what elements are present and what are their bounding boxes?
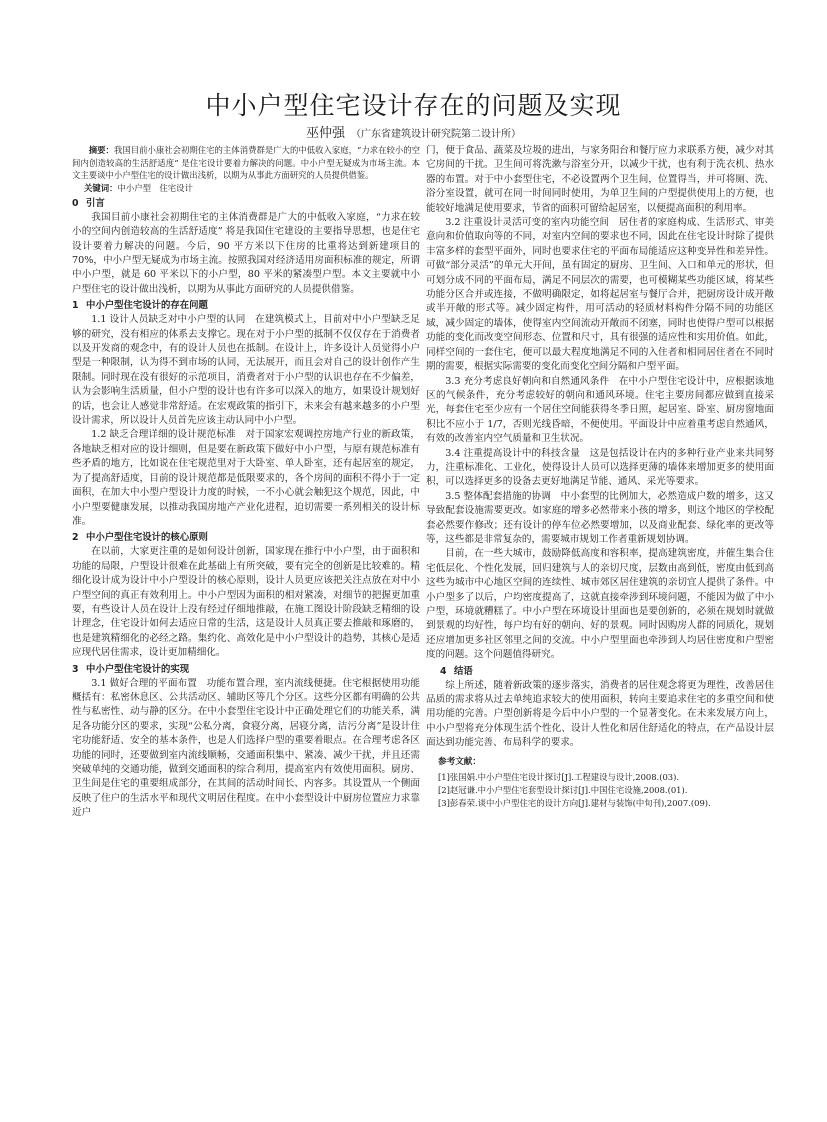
section-number: 0 [72, 197, 79, 209]
paragraph-3-5b: 目前，在一些大城市，鼓励降低高度和容积率，提高建筑密度，并催生集合住宅低层化、个性化发展，回归建筑与人的亲切尺度，层数由高到低，密度由低到高这些为城市中心地区空间的连续性、城市郊区居住建筑的亲切宜人提供了条件。中小户型多了以后，户均密度提高了，这就直接牵涉到环境问题，不能因为做了中小户型，环境就糟糕了。中小户型在环境设计里面也是要创新的，必须在规划时就做到景观的均好性，每户均有好的朝向、好的景观。同时因购房人群的同质化，规划还应增加更多社区邻里之间的交流。中小户型里面也牵涉到人均居住密度和户型密度的问题。这个问题值得研究。 [426, 548, 774, 661]
section-heading-0 [72, 197, 420, 211]
section-title: 中小户型住宅设计的实现 [86, 663, 190, 675]
section-number: 4 [440, 665, 447, 677]
section-heading-1 [72, 299, 420, 313]
section-title: 引言 [86, 197, 105, 209]
keywords-label: 关键词： [84, 182, 118, 193]
section-number: 3 [72, 663, 79, 675]
keywords [84, 182, 420, 195]
paragraph-3-1: 3.1 做好合理的平面布置 功能布置合理，室内流线便捷。住宅根据使用功能概括有：私密休息区、公共活动区、辅助区等几个分区。这些分区都有明确的公共性与私密性、动与静的区分。在中小套型住宅设计中正确处理它们的功能关系，满足各功能分区的要求，实现“公私分离，食寝分离，居寝分离，洁污分离”是设计住宅功能舒适、安全的基本条件，也是人们选择户型的重要着眼点。在合理考虑各区功能的同时，还要做到室内流线顺畅，交通面积集中、紧凑、减少干扰，并且还需突破单纯的交通功能，做到交通面积的综合利用，提高室内有效使用面积。厨房、卫生间是住宅的重要组成部分，在其间的活动时间长、内容多。其设置从一个侧面反映了住户的生活水平和现代文明居住程度。在中小套型设计中厨房位置应力求靠近户 [72, 677, 420, 819]
paragraph-3-3: 3.3 充分考虑良好朝向和自然通风条件 在中小户型住宅设计中，应根据该地区的气候条件，充分考虑较好的朝向和通风环境。住宅主要房间都应做到直接采光，每套住宅至少应有一个居住空间能获得冬季日照，起居室、卧室、厨房窗地面积比不应小于 1/7，否则光线昏暗，不便使用。平面设计中应着重考虑自然通风，有效的改善室内空气质量和卫生状况。 [426, 375, 774, 445]
author-name: 巫仲强 [305, 126, 345, 141]
paragraph-3-5: 3.5 整体配套措施的协调 中小套型的比例加大，必然造成户数的增多，这又导致配套设施需要更改。如家庭的增多必然带来小孩的增多，则这个地区的学校配套必然要作修改；还有设计的停车位必然要增加，以及商业配套、绿化率的更改等等，这些都是非常复杂的，需要城市规划工作者重新规划协调。 [426, 490, 774, 545]
paragraph-1-1: 1.1 设计人员缺乏对中小户型的认同 在建筑模式上，目前对中小户型缺乏足够的研究，没有相应的体系去支撑它。现在对于小户型的抵制不仅仅存在于消费者以及开发商的观念中，有的设计人员也在抵制。在设计上，许多设计人员觉得小户型是一种限制，认为得不到市场的认同，无法展开，而且会对自己的设计创作产生限制。同时现在没有很好的示范项目，消费者对于小户型的认识也存在不少偏差，认为会影响生活质量，但小户型的设计也有许多可以深入的地方，如果设计规划好的话，也会让人感觉非常舒适。在宏观政策的指引下，未来会有越来越多的小户型设计需求，所以设计人员首先应该主动认同中小户型。 [72, 314, 420, 427]
paragraph-3-4: 3.4 注重提高设计中的科技含量 这是包括设计在内的多种行业产业来共同努力，注重标准化、工业化，使得设计人员可以选择更薄的墙体来增加更多的使用面积，可以选择更多的设备去更好地满足节能、通风、采光等要求。 [426, 447, 774, 488]
abstract-text: 我国目前小康社会初期住宅的主体消费群是广大的中低收入家庭，“力求在较小的空间内创造较高的生活舒适度” 是住宅设计要着力解决的问题。中小户型无疑成为市场主流。本文主要谈中小户型住宅的设计做出浅析，以期为从事此方面研究的人员提供借鉴。 [72, 145, 421, 181]
section-title: 结语 [454, 665, 473, 677]
section-heading-2 [72, 531, 420, 545]
section-heading-4 [440, 665, 774, 679]
abstract-label: 摘要： [88, 145, 114, 155]
paper-title: 中小户型住宅设计存在的问题及实现 [205, 91, 622, 120]
author-affiliation: （广东省建筑设计研究院第二设计所） [351, 129, 521, 140]
paragraph-3-2: 3.2 注重设计灵活可变的室内功能空间 居住者的家庭构成、生活形式、审美意向和价值取向等的不同，对室内空间的要求也不同，因此在住宅设计时除了提供丰富多样的套型平面外，同时也要求住宅的平面布局能适应这种变异性和差异性。可做“部分灵活”的单元大开间，虽有固定的厨房、卫生间、入口和单元的形状，但可划分成不同的平面布局，满足不同层次的需要，也可模糊某些功能区域，将某些功能分区合并或连接，不做明确限定，如将起居室与餐厅合并，把厨房设计成开敞或半开敞的形式等。减少固定构件，用可活动的轻质材料构件分隔不同的功能区域，减少固定的墙体，使得室内空间流动开敞而不闭塞，同时也使得户型可以根据功能的变化而改变空间形态、位置和尺寸，具有很强的适应性和实用价值。如此，同样空间的一套住宅，便可以最大程度地满足不同的入住者和相同居住者在不同时期的需要，根据实际需要的变化而变化空间分隔和户型平面。 [426, 217, 774, 373]
paragraph-1-2: 1.2 缺乏合理详细的设计规范标准 对于国家宏观调控房地产行业的新政策，各地缺乏相对应的设计细则，但是要在新政策下做好中小户型，与原有规范标准有些矛盾的地方，比如说在住宅规范里对于大卧室、单人卧室，还有起居室的规定，为了提高舒适度，目前的设计规范都是低限要求的，各个房间的面积不得小于一定面积，在加大中小型户型设计力度的时候，一不小心就会触犯这个规范，因此，中小户型要健康发展，以推动我国房地产产业化进程，迫切需要一系列相关的设计标准。 [72, 429, 420, 527]
reference-item: [1]张国娟.中小户型住宅设计探讨[J].工程建设与设计,2008.(03). [438, 772, 680, 783]
section-number: 1 [72, 300, 79, 312]
paragraph-3-1-continued: 门，便于食品、蔬菜及垃圾的进出，与家务阳台和餐厅应力求联系方便，减少对其它房间的干扰。卫生间可将洗漱与浴室分开，以减少干扰，也有利于洗衣机、热水器的布置。对于中小套型住宅，不必设置两个卫生间，位置得当，并可将厕、洗、浴分室设置，就可在同一时间同时使用，为单卫生间的户型提供使用上的方便，也能较好地满足使用要求，节省的面积可留给起居室，以便提高面积的利用率。 [426, 145, 774, 214]
abstract [72, 144, 420, 182]
right-column [426, 144, 774, 810]
left-column [72, 144, 420, 821]
paragraph-conclusion: 综上所述，随着新政策的逐步落实，消费者的居住观念将更为理性，改善居住品质的需求将从过去单纯追求较大的使用面积，转向主要追求住宅的多重空间和使用功能的完善。户型创新将是今后中小户型的一个显著变化。在未来发展方向上，中小户型将充分体现生活个性化、设计人性化和居住舒适化的特点，在产品设计层面达到功能完善、布局科学的要求。 [426, 679, 774, 749]
paragraph-intro: 我国目前小康社会初期住宅的主体消费群是广大的中低收入家庭，“力求在较小的空间内创造较高的生活舒适度” 将是我国住宅建设的主要指导思想，也是住宅设计要着力解决的问题。今后，90 平方米以下住房的比重将达到新建项目的 70%，中小户型无疑成为市场主流。按照我国对经济适用房面积标准的规定，所谓中小户型，就是 60 平米以下的小户型，80 平米的紧凑型户型。本文主要就中小户型住宅的设计做出浅析，以期为从事此方面研究的人员提供借鉴。 [72, 211, 420, 295]
reference-item: [3]彭春荣.谈中小户型住宅的设计方向[J].建材与装饰(中旬刊),2007.(09). [438, 798, 711, 809]
keywords-text: 中小户型 住宅设计 [117, 182, 193, 193]
author-line [0, 122, 827, 141]
section-heading-3 [72, 663, 420, 677]
references-title: 参考文献： [438, 756, 481, 767]
section-title: 中小户型住宅设计的存在问题 [86, 300, 208, 312]
section-number: 2 [72, 532, 79, 544]
section-title: 中小户型住宅设计的核心原则 [86, 532, 208, 544]
reference-item: [2]赵冠谦.中小户型住宅套型设计探讨[J].中国住宅设施,2008.(01). [438, 785, 688, 796]
paragraph-2: 在以前，大家更注重的是如何设计创新，国家现在推行中小户型，由于面积和功能的局限，户型设计很难在此基础上有所突破，要有完全的创新是比较难的。精细化设计成为设计中小户型设计的核心原则，设计人员更应该把关注点放在对中小户型空间的真正有效利用上。中小户型因为面积的相对紧凑，对细节的把握更加重要，有些设计人员在设计上没有经过仔细地推敲，在施工图设计阶段缺乏精细的设计理念，住宅设计如何去适应日常的生活，这是设计人员真正要去推敲和琢磨的，也是建筑精细化的必经之路。集约化、高效化是中小户型设计的趋势，其核心是适应现代居住需求，设计更加精细化。 [72, 546, 420, 659]
